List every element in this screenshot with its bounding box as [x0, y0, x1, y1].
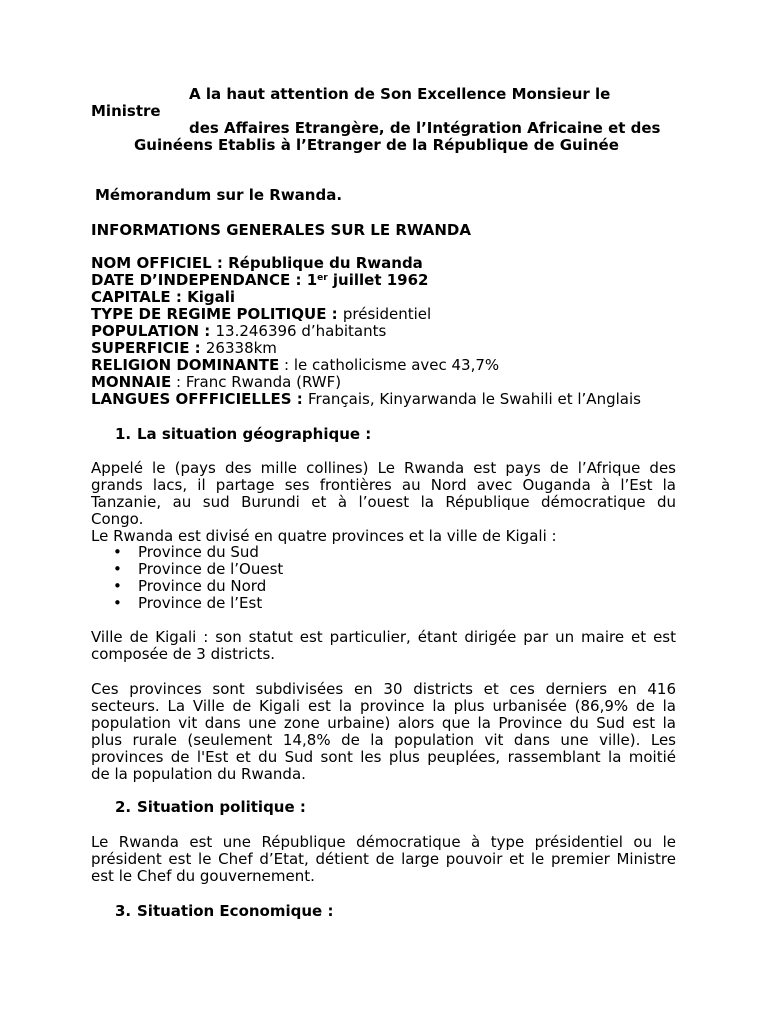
list-item — [91, 595, 283, 612]
general-info-block — [91, 255, 691, 408]
section-number: 3. — [115, 902, 132, 920]
bullet-icon: • — [113, 543, 122, 561]
info-row-regime — [91, 306, 691, 323]
list-item — [91, 561, 283, 578]
province-list — [91, 544, 283, 612]
address-line-3: des Affaires Etrangère, de l’Intégration Africaine et des — [189, 119, 661, 137]
paragraph-line: composée de 3 districts. — [91, 645, 276, 663]
info-value: : Franc Rwanda (RWF) — [171, 373, 342, 391]
info-value: : le catholicisme avec 43,7% — [279, 356, 500, 374]
paragraph-line: population vit dans une zone urbaine) alors que la Province du Sud est la — [91, 715, 676, 732]
paragraph-line: provinces de l'Est et du Sud sont les plus peuplées, rassemblant la moitié — [91, 749, 676, 766]
address-line-4: Guinéens Etablis à l’Etranger de la République de Guinée — [134, 136, 619, 154]
paragraph-line: Ces provinces sont subdivisées en 30 districts et ces derniers en 416 — [91, 681, 676, 698]
info-label: TYPE DE REGIME POLITIQUE : — [91, 305, 343, 323]
memo-title: Mémorandum sur le Rwanda. — [95, 186, 343, 204]
subdivisions-paragraph — [91, 681, 676, 783]
info-value-superscript: er — [317, 273, 328, 283]
paragraph-line: président est le Chef d’Etat, détient de large pouvoir et le premier Ministre — [91, 851, 676, 868]
info-row-religion — [91, 357, 691, 374]
section-number: 1. — [115, 425, 132, 443]
section-1-heading — [115, 426, 371, 443]
info-label: CAPITALE : — [91, 288, 188, 306]
bullet-icon: • — [113, 594, 122, 612]
list-item-text: Province de l’Est — [138, 594, 263, 612]
info-label: NOM OFFICIEL : — [91, 254, 229, 272]
list-item — [91, 544, 283, 561]
address-line-1: A la haut attention de Son Excellence Monsieur le — [189, 85, 611, 103]
info-label: RELIGION DOMINANTE — [91, 356, 280, 374]
paragraph-line: grands lacs, il partage ses frontières au Nord avec Ouganda à l’Est la — [91, 477, 676, 494]
info-value: présidentiel — [342, 305, 432, 323]
info-value: Kigali — [187, 288, 236, 306]
section-3-heading — [115, 903, 333, 920]
kigali-paragraph — [91, 629, 676, 663]
info-label: MONNAIE — [91, 373, 172, 391]
info-value: Français, Kinyarwanda le Swahili et l’Anglais — [308, 390, 641, 408]
info-row-langues — [91, 391, 691, 408]
paragraph-line: secteurs. La Ville de Kigali est la province la plus urbanisée (86,9% de la — [91, 698, 676, 715]
paragraph-line: plus rurale (seulement 14,8% de la population vit dans une ville). Les — [91, 732, 676, 749]
info-row-monnaie — [91, 374, 691, 391]
info-value: 1 — [306, 271, 318, 289]
paragraph-line: Congo. — [91, 510, 144, 528]
info-label: LANGUES OFFFICIELLES : — [91, 390, 309, 408]
list-item-text: Province du Nord — [138, 577, 267, 595]
list-item-text: Province du Sud — [138, 543, 259, 561]
info-value: 26338km — [205, 339, 277, 357]
paragraph-line: Tanzanie, au sud Burundi et à l’ouest la République démocratique du — [91, 494, 676, 511]
paragraph-line: Appelé le (pays des mille collines) Le Rwanda est pays de l’Afrique des — [91, 460, 676, 477]
politics-paragraph — [91, 834, 676, 885]
info-value: juillet 1962 — [327, 271, 429, 289]
info-row-superficie — [91, 340, 691, 357]
paragraph-line: est le Chef du gouvernement. — [91, 867, 315, 885]
paragraph-line: Le Rwanda est divisé en quatre provinces et la ville de Kigali : — [91, 527, 557, 545]
section-heading-text: La situation géographique : — [137, 425, 372, 443]
paragraph-line: de la population du Rwanda. — [91, 765, 306, 783]
geography-paragraph — [91, 460, 676, 545]
info-value: 13.246396 d’habitants — [215, 322, 387, 340]
info-label: DATE D’INDEPENDANCE : — [91, 271, 307, 289]
section-2-heading — [115, 799, 306, 816]
info-row-capitale — [91, 289, 691, 306]
info-row-date — [91, 272, 691, 289]
address-line-2: Ministre — [91, 102, 161, 120]
section-heading-text: Situation politique : — [137, 798, 306, 816]
list-item — [91, 578, 283, 595]
list-item-text: Province de l’Ouest — [138, 560, 284, 578]
section-heading-text: Situation Economique : — [137, 902, 334, 920]
paragraph-line: Ville de Kigali : son statut est particulier, étant dirigée par un maire et est — [91, 629, 676, 646]
bullet-icon: • — [113, 560, 122, 578]
section-number: 2. — [115, 798, 132, 816]
info-row-population — [91, 323, 691, 340]
paragraph-line: Le Rwanda est une République démocratique à type présidentiel ou le — [91, 834, 676, 851]
info-label: SUPERFICIE : — [91, 339, 206, 357]
bullet-icon: • — [113, 577, 122, 595]
info-value: République du Rwanda — [228, 254, 423, 272]
info-label: POPULATION : — [91, 322, 216, 340]
section-title: INFORMATIONS GENERALES SUR LE RWANDA — [91, 221, 471, 239]
info-row-nom — [91, 255, 691, 272]
